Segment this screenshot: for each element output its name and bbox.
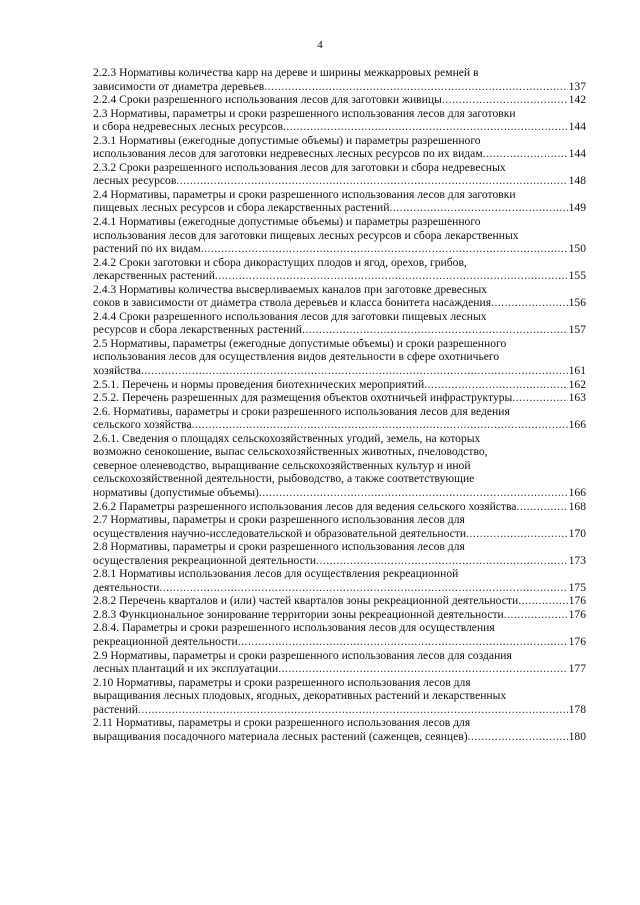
toc-entry-text-line: использования лесов для осуществления видов деятельности в сфере охотничьего (93, 350, 500, 364)
toc-entry-text-line: 2.8 Нормативы, параметры и сроки разрешенного использования лесов для (93, 540, 465, 554)
toc-entry-text-line: выращивания лесных плодовых, ягодных, декоративных растений и лекарственных (93, 689, 507, 703)
toc-entry-text-line: деятельности (93, 580, 160, 594)
toc-entry-last-line (93, 527, 586, 541)
toc-entry-text-line: 2.4 Нормативы, параметры и сроки разрешенного использования лесов для заготовки (93, 187, 516, 201)
toc-page-number: 161 (568, 364, 586, 378)
toc-page-number: 170 (568, 526, 586, 540)
toc-entry[interactable] (93, 107, 586, 134)
toc-entry-last-line (93, 391, 586, 405)
toc-entry[interactable] (93, 215, 586, 256)
toc-entry-text-line: северное оленеводство, выращивание сельскохозяйственных культур и иной (93, 458, 471, 472)
dot-leader (176, 174, 567, 188)
dot-leader (159, 581, 567, 595)
table-of-contents (93, 66, 586, 743)
toc-entry[interactable] (93, 649, 586, 676)
toc-entry[interactable] (93, 337, 586, 378)
toc-entry-text-line: 2.5.1. Перечень и нормы проведения биотехнических мероприятий (93, 377, 425, 391)
toc-entry-last-line (93, 93, 586, 107)
toc-entry-text-line: и сбора недревесных лесных ресурсов (93, 120, 283, 134)
toc-entry-last-line (93, 323, 586, 337)
toc-page-number: 162 (568, 377, 586, 391)
toc-entry[interactable] (93, 432, 586, 500)
toc-entry-text-line: ресурсов и сбора лекарственных растений (93, 323, 302, 337)
toc-page-number: 137 (568, 79, 586, 93)
toc-page-number: 166 (568, 418, 586, 432)
dot-leader (389, 201, 567, 215)
toc-entry-text-line: 2.4.4 Сроки разрешенного использования лесов для заготовки пищевых лесных (93, 309, 487, 323)
dot-leader (259, 486, 568, 500)
toc-entry-text-line: 2.8.1 Нормативы использования лесов для осуществления рекреационной (93, 567, 459, 581)
toc-page-number: 176 (568, 594, 586, 608)
dot-leader (141, 364, 568, 378)
toc-entry[interactable] (93, 66, 586, 93)
toc-page-number: 168 (568, 499, 586, 513)
toc-entry[interactable] (93, 134, 586, 161)
toc-page-number: 142 (568, 93, 586, 107)
toc-page-number: 176 (568, 634, 586, 648)
toc-entry[interactable] (93, 621, 586, 648)
toc-entry-last-line (93, 635, 586, 649)
dot-leader (278, 662, 567, 676)
toc-entry[interactable] (93, 283, 586, 310)
toc-entry[interactable] (93, 567, 586, 594)
toc-entry-last-line (93, 486, 586, 500)
toc-entry-last-line (93, 662, 586, 676)
toc-entry-text-line: 2.8.3 Функциональное зонирование территории зоны рекреационной деятельности (93, 607, 504, 621)
toc-entry-text-line: рекреационной деятельности (93, 634, 238, 648)
toc-entry-text-line: 2.11 Нормативы, параметры и сроки разрешенного использования лесов для (93, 716, 471, 730)
toc-entry-text-line: 2.5.2. Перечень разрешенных для размещения объектов охотничьей инфраструктуры (93, 391, 513, 405)
dot-leader (264, 80, 567, 94)
toc-entry-text-line: растений (93, 702, 138, 716)
toc-page-number: 173 (568, 553, 586, 567)
toc-page-number: 163 (568, 391, 586, 405)
dot-leader (316, 554, 568, 568)
toc-entry-text-line: 2.6.2 Параметры разрешенного использования лесов для ведения сельского хозяйства (93, 499, 517, 513)
toc-page-number: 178 (568, 702, 586, 716)
page-number: 4 (317, 39, 323, 51)
toc-entry[interactable] (93, 391, 586, 405)
toc-entry-text-line: 2.3.2 Сроки разрешенного использования лесов для заготовки и сбора недревесных (93, 160, 506, 174)
dot-leader (504, 608, 568, 622)
toc-entry-last-line (93, 703, 586, 717)
toc-entry-text-line: лекарственных растений (93, 269, 215, 283)
toc-entry[interactable] (93, 161, 586, 188)
toc-entry-text-line: 2.6.1. Сведения о площадях сельскохозяйственных угодий, земель, на которых (93, 431, 481, 445)
dot-leader (215, 269, 568, 283)
toc-entry-text-line: нормативы (допустимые объемы) (93, 485, 259, 499)
dot-leader (302, 323, 568, 337)
toc-entry-text-line: 2.2.3 Нормативы количества карр на дереве и ширины межкарровых ремней в (93, 66, 479, 79)
toc-entry[interactable] (93, 513, 586, 540)
dot-leader (491, 296, 568, 310)
toc-entry-text-line: 2.10 Нормативы, параметры и сроки разрешенного использования лесов для (93, 675, 471, 689)
dot-leader (483, 147, 568, 161)
toc-page-number: 177 (568, 662, 586, 676)
toc-entry-text-line: растений по их видам (93, 242, 201, 256)
toc-entry-text-line: 2.3 Нормативы, параметры и сроки разрешенного использования лесов для заготовки (93, 106, 516, 120)
toc-entry-text-line: сельскохозяйственной деятельности, рыбоводство, а также соответствующие (93, 472, 475, 486)
toc-entry-text-line: возможно сенокошение, выпас сельскохозяйственных животных, пчеловодство, (93, 445, 488, 459)
toc-entry-last-line (93, 608, 586, 622)
toc-entry-text-line: зависимости от диаметра деревьев (93, 79, 265, 93)
toc-entry-text-line: использования лесов для заготовки недревесных лесных ресурсов по их видам (93, 147, 483, 161)
toc-entry-text-line: 2.4.3 Нормативы количества высверливаемых каналов при заготовке древесных (93, 282, 488, 296)
toc-entry[interactable] (93, 188, 586, 215)
toc-entry-text-line: соков в зависимости от диаметра ствола деревьев и класса бонитета насаждения (93, 296, 492, 310)
toc-entry-text-line: сельского хозяйства (93, 418, 192, 432)
toc-page-number: 144 (568, 147, 586, 161)
toc-entry-last-line (93, 296, 586, 310)
toc-entry-text-line: осуществления научно-исследовательской и образовательной деятельности (93, 526, 467, 540)
dot-leader (442, 93, 568, 107)
toc-entry-last-line (93, 242, 586, 256)
toc-entry-text-line: 2.8.4. Параметры и сроки разрешенного использования лесов для осуществления (93, 621, 495, 635)
toc-entry-text-line: 2.5 Нормативы, параметры (ежегодные допустимые объемы) и сроки разрешенного (93, 336, 507, 350)
toc-entry-text-line: 2.9 Нормативы, параметры и сроки разрешенного использования лесов для создания (93, 648, 512, 662)
dot-leader (516, 500, 567, 514)
toc-page-number: 157 (568, 323, 586, 337)
dot-leader (518, 594, 567, 608)
dot-leader (192, 418, 568, 432)
dot-leader (238, 635, 568, 649)
dot-leader (283, 120, 568, 134)
toc-entry-text-line: 2.4.2 Сроки заготовки и сбора дикорастущих плодов и ягод, орехов, грибов, (93, 255, 467, 269)
toc-page-number: 149 (568, 201, 586, 215)
toc-entry-last-line (93, 730, 586, 744)
toc-entry[interactable] (93, 310, 586, 337)
toc-page-number: 150 (568, 242, 586, 256)
dot-leader (138, 703, 568, 717)
dot-leader (201, 242, 568, 256)
toc-entry-text-line: пищевых лесных ресурсов и сбора лекарственных растений (93, 201, 390, 215)
toc-entry-text-line: 2.7 Нормативы, параметры и сроки разрешенного использования лесов для (93, 513, 465, 527)
dot-leader (468, 730, 568, 744)
toc-page-number: 156 (568, 296, 586, 310)
toc-entry-text-line: выращивания посадочного материала лесных растений (саженцев, сеянцев) (93, 729, 468, 743)
toc-entry-last-line (93, 418, 586, 432)
toc-entry[interactable] (93, 594, 586, 608)
toc-entry-last-line (93, 364, 586, 378)
toc-entry[interactable] (93, 93, 586, 107)
toc-page-number: 155 (568, 269, 586, 283)
toc-entry[interactable] (93, 716, 586, 743)
toc-entry[interactable] (93, 608, 586, 622)
toc-entry-text-line: 2.8.2 Перечень кварталов и (или) частей кварталов зоны рекреационной деятельности (93, 594, 519, 608)
toc-entry-text-line: 2.4.1 Нормативы (ежегодные допустимые объемы) и параметры разрешенного (93, 215, 481, 229)
toc-page-number: 180 (568, 729, 586, 743)
toc-page-number: 176 (568, 607, 586, 621)
toc-page-number: 175 (568, 580, 586, 594)
toc-entry-text-line: лесных плантаций и их эксплуатации (93, 662, 279, 676)
toc-page-number: 148 (568, 174, 586, 188)
toc-entry-text-line: лесных ресурсов (93, 174, 177, 188)
toc-entry-last-line (93, 378, 586, 392)
toc-entry[interactable] (93, 256, 586, 283)
toc-entry-last-line (93, 120, 586, 134)
dot-leader (424, 378, 567, 392)
toc-entry[interactable] (93, 405, 586, 432)
toc-page-number: 166 (568, 485, 586, 499)
toc-entry-text-line: 2.6. Нормативы, параметры и сроки разрешенного использования лесов для ведения (93, 404, 510, 418)
toc-entry-text-line: 2.3.1 Нормативы (ежегодные допустимые объемы) и параметры разрешенного (93, 133, 481, 147)
toc-entry-last-line (93, 174, 586, 188)
toc-entry-last-line (93, 581, 586, 595)
toc-entry[interactable] (93, 540, 586, 567)
toc-entry-last-line (93, 269, 586, 283)
toc-entry-last-line (93, 554, 586, 568)
toc-entry-last-line (93, 201, 586, 215)
toc-entry-last-line (93, 80, 586, 94)
dot-leader (466, 527, 568, 541)
toc-entry[interactable] (93, 378, 586, 392)
toc-entry-last-line (93, 500, 586, 514)
toc-entry-last-line (93, 594, 586, 608)
toc-entry-text-line: хозяйства (93, 364, 141, 378)
dot-leader (512, 391, 567, 405)
toc-entry-text-line: использования лесов для заготовки пищевых лесных ресурсов и сбора лекарственных (93, 228, 519, 242)
toc-entry-last-line (93, 147, 586, 161)
toc-page-number: 144 (568, 120, 586, 134)
toc-entry-text-line: осуществления рекреационной деятельности (93, 553, 317, 567)
toc-entry-text-line: 2.2.4 Сроки разрешенного использования лесов для заготовки живицы (93, 93, 442, 107)
toc-entry[interactable] (93, 500, 586, 514)
toc-entry[interactable] (93, 676, 586, 717)
